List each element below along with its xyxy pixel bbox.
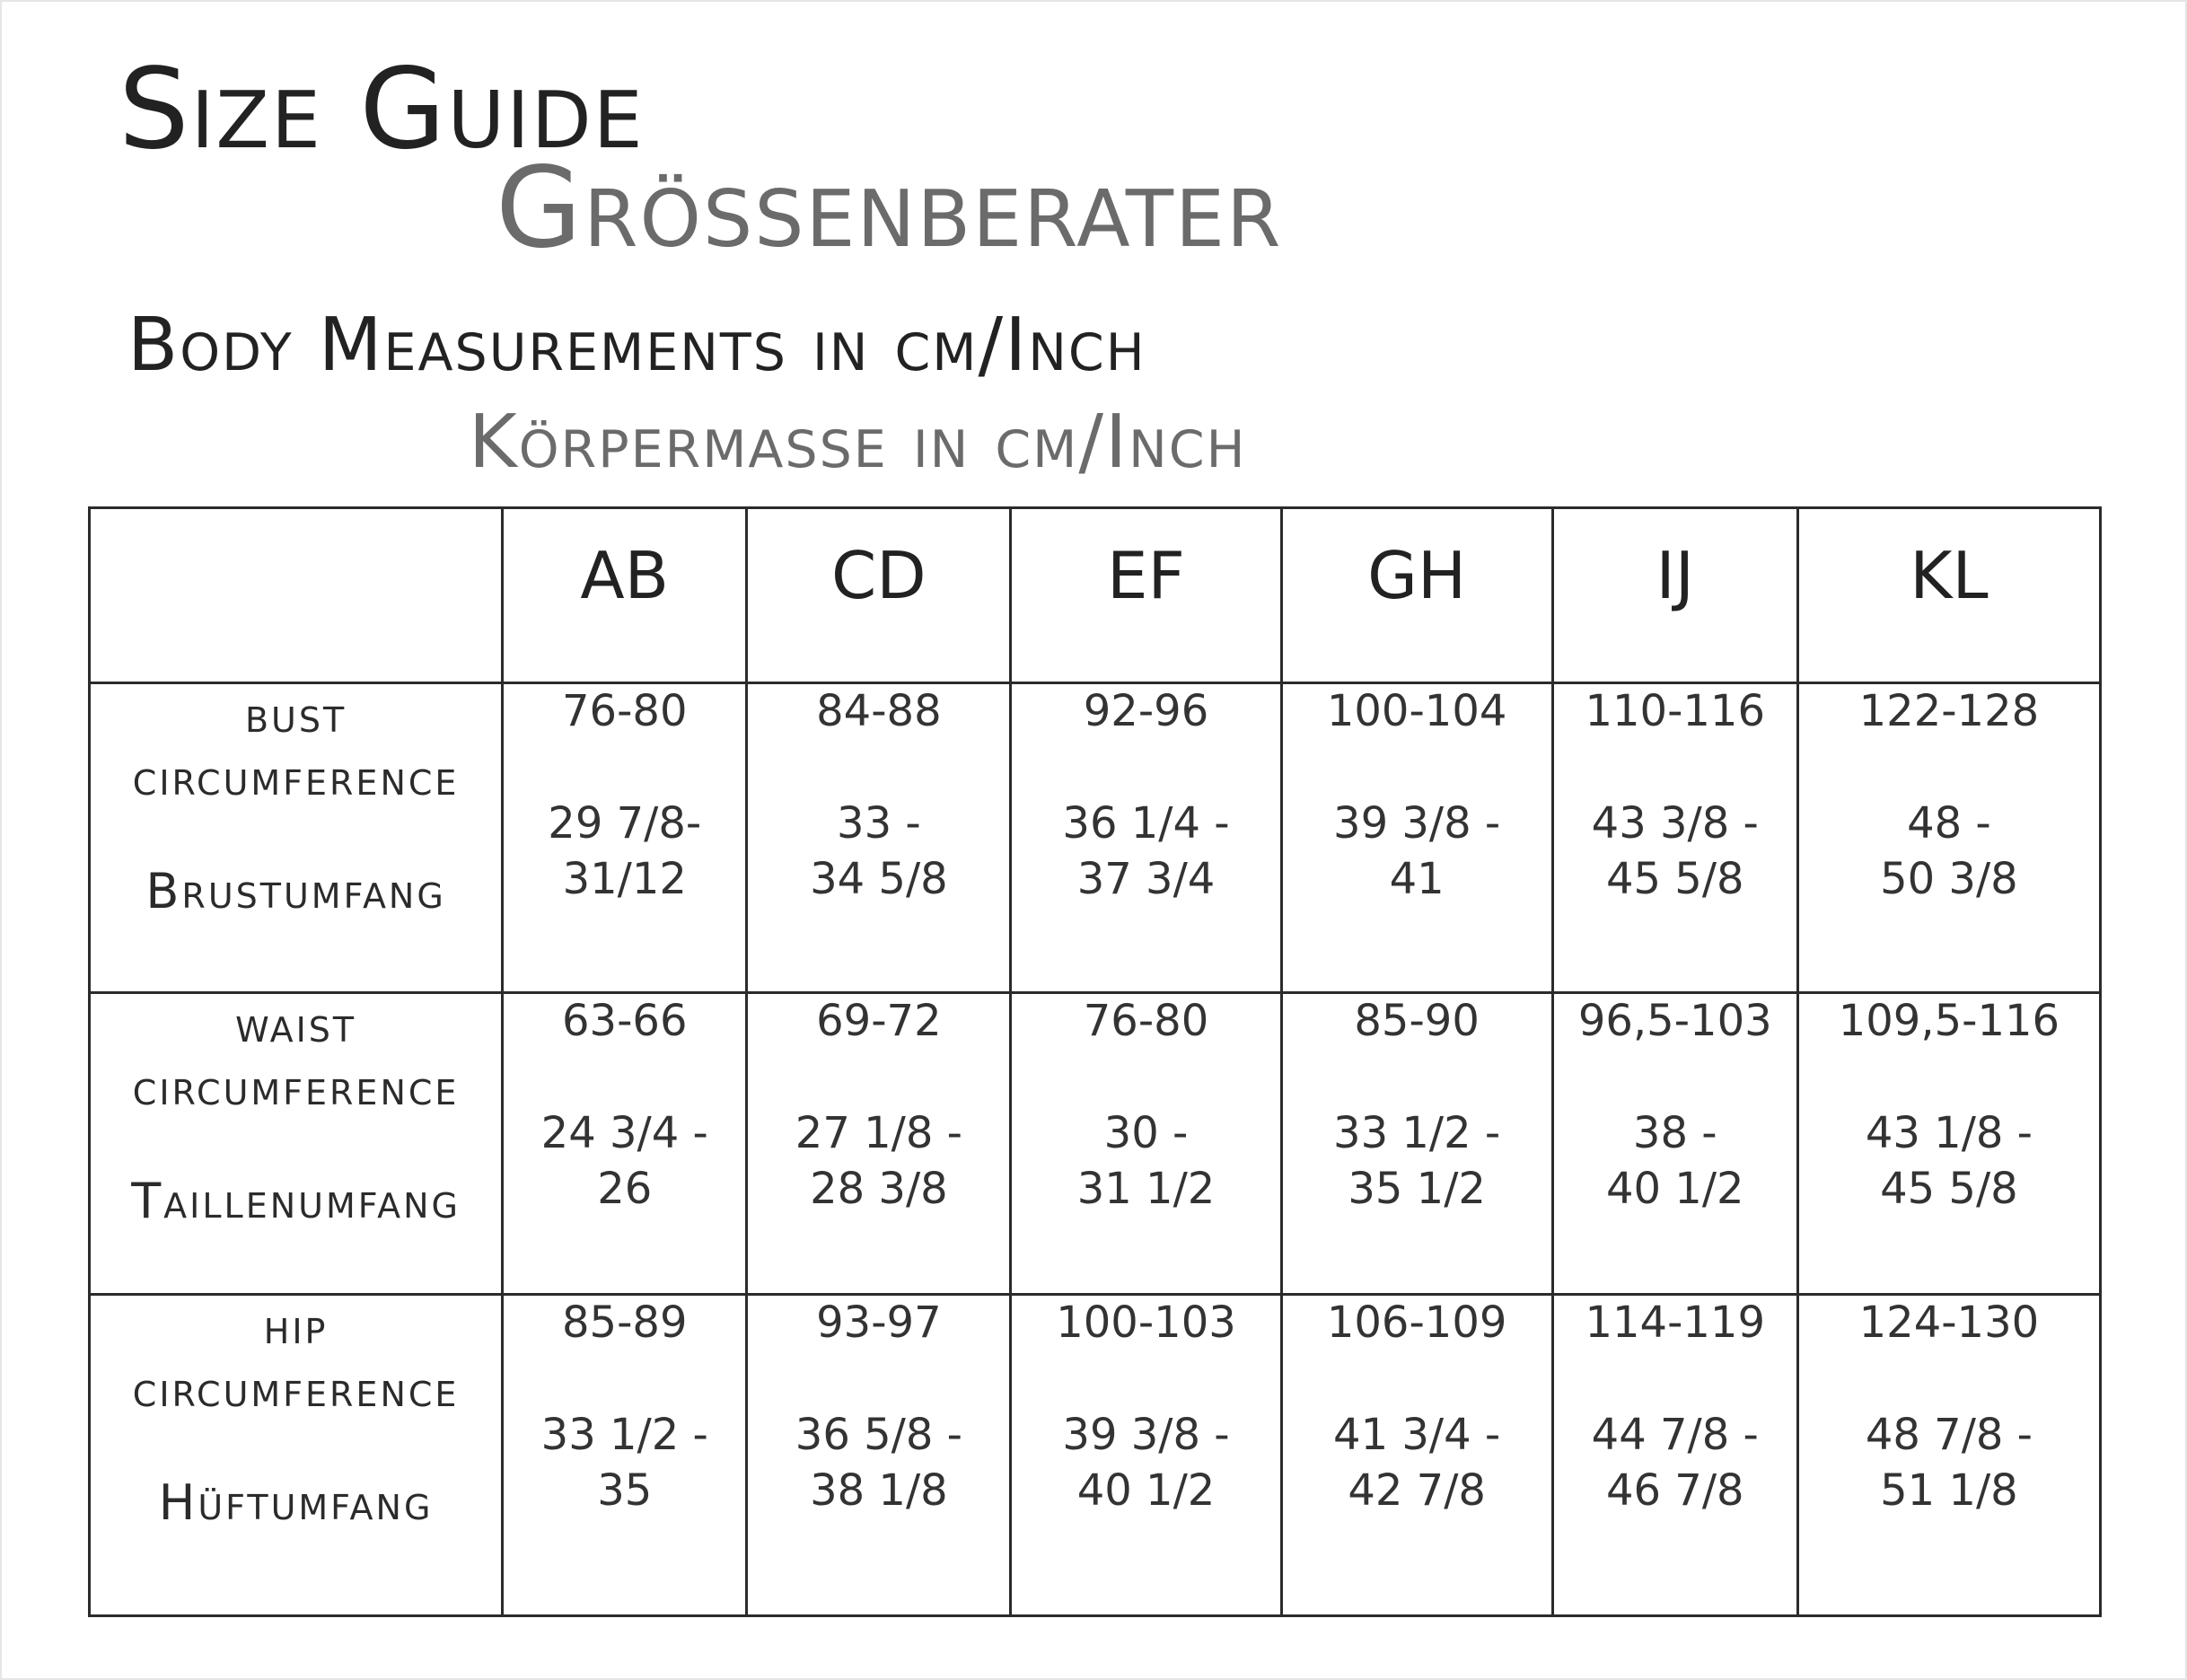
label-en-line1: waist bbox=[235, 997, 357, 1053]
inch-value: 38 - 40 1/2 bbox=[1605, 1108, 1744, 1214]
cm-value: 110-116 bbox=[1585, 686, 1766, 736]
inch-value: 36 1/4 - 37 3/4 bbox=[1062, 798, 1230, 904]
cm-value: 122-128 bbox=[1858, 686, 2040, 736]
value-cell bbox=[1281, 993, 1552, 1295]
inch-value: 43 1/8 - 45 5/8 bbox=[1865, 1108, 2033, 1214]
value-cell bbox=[503, 1295, 747, 1616]
section-subtitle-de: Körpermasse in cm/Inch bbox=[469, 400, 1247, 485]
label-en-line1: bust bbox=[244, 687, 347, 743]
table-row-bust bbox=[90, 683, 2101, 993]
header-empty-cell bbox=[90, 508, 503, 683]
section-subtitle-en: Body Measurements in cm/Inch bbox=[127, 303, 1146, 388]
inch-value: 29 7/8- 31/12 bbox=[548, 798, 702, 904]
value-cell bbox=[747, 1295, 1011, 1616]
inch-value: 44 7/8 - 46 7/8 bbox=[1591, 1410, 1759, 1516]
label-de: Brustumfang bbox=[145, 863, 446, 919]
value-cell bbox=[1552, 1295, 1797, 1616]
inch-value: 41 3/4 - 42 7/8 bbox=[1333, 1410, 1501, 1516]
value-cell bbox=[1281, 1295, 1552, 1616]
cm-value: 69-72 bbox=[816, 996, 942, 1046]
value-cell bbox=[1797, 1295, 2100, 1616]
label-en-line2: circumference bbox=[132, 1361, 460, 1418]
cm-value: 100-104 bbox=[1326, 686, 1507, 736]
value-cell bbox=[1552, 683, 1797, 993]
inch-value: 43 3/8 - 45 5/8 bbox=[1591, 798, 1759, 904]
header-size-ab: AB bbox=[503, 508, 747, 683]
cm-value: 93-97 bbox=[816, 1297, 942, 1348]
row-label-hip bbox=[90, 1295, 503, 1616]
inch-value: 39 3/8 - 41 bbox=[1333, 798, 1501, 904]
cm-value: 85-89 bbox=[562, 1297, 688, 1348]
inch-value: 48 - 50 3/8 bbox=[1880, 798, 2018, 904]
value-cell bbox=[1797, 683, 2100, 993]
label-de: Hüftumfang bbox=[158, 1474, 434, 1531]
cm-value: 92-96 bbox=[1083, 686, 1209, 736]
header-size-gh: GH bbox=[1281, 508, 1552, 683]
cm-value: 84-88 bbox=[816, 686, 942, 736]
cm-value: 76-80 bbox=[1083, 996, 1209, 1046]
row-label-waist bbox=[90, 993, 503, 1295]
inch-value: 33 1/2 - 35 bbox=[540, 1410, 708, 1516]
table-row-waist bbox=[90, 993, 2101, 1295]
value-cell bbox=[503, 683, 747, 993]
label-en-line1: hip bbox=[263, 1298, 329, 1355]
value-cell bbox=[747, 993, 1011, 1295]
value-cell bbox=[1011, 683, 1281, 993]
inch-value: 30 - 31 1/2 bbox=[1076, 1108, 1216, 1214]
inch-value: 36 5/8 - 38 1/8 bbox=[795, 1410, 962, 1516]
cm-value: 85-90 bbox=[1354, 996, 1480, 1046]
table-row-hip bbox=[90, 1295, 2101, 1616]
label-en-line2: circumference bbox=[132, 750, 460, 806]
header-size-cd: CD bbox=[747, 508, 1011, 683]
value-cell bbox=[1797, 993, 2100, 1295]
value-cell bbox=[1281, 683, 1552, 993]
cm-value: 124-130 bbox=[1858, 1297, 2040, 1348]
page-title-en: Size Guide bbox=[119, 45, 645, 174]
inch-value: 39 3/8 - 40 1/2 bbox=[1062, 1410, 1230, 1516]
table-header-row bbox=[90, 508, 2101, 683]
label-en-line2: circumference bbox=[132, 1060, 460, 1116]
value-cell bbox=[747, 683, 1011, 993]
cm-value: 106-109 bbox=[1326, 1297, 1507, 1348]
cm-value: 109,5-116 bbox=[1838, 996, 2060, 1046]
value-cell bbox=[503, 993, 747, 1295]
cm-value: 76-80 bbox=[562, 686, 688, 736]
header-size-kl: KL bbox=[1797, 508, 2100, 683]
cm-value: 63-66 bbox=[562, 996, 688, 1046]
row-label-bust bbox=[90, 683, 503, 993]
inch-value: 24 3/4 - 26 bbox=[540, 1108, 708, 1214]
header-size-ef: EF bbox=[1011, 508, 1281, 683]
inch-value: 27 1/8 - 28 3/8 bbox=[795, 1108, 962, 1214]
header-size-ij: IJ bbox=[1552, 508, 1797, 683]
label-de: Taillenumfang bbox=[131, 1173, 461, 1229]
cm-value: 114-119 bbox=[1585, 1297, 1766, 1348]
inch-value: 48 7/8 - 51 1/8 bbox=[1865, 1410, 2033, 1516]
inch-value: 33 - 34 5/8 bbox=[810, 798, 948, 904]
cm-value: 100-103 bbox=[1056, 1297, 1236, 1348]
size-table bbox=[88, 506, 2102, 1617]
value-cell bbox=[1011, 1295, 1281, 1616]
inch-value: 33 1/2 - 35 1/2 bbox=[1333, 1108, 1501, 1214]
page-title-de: Grössenberater bbox=[496, 144, 1283, 273]
value-cell bbox=[1552, 993, 1797, 1295]
cm-value: 96,5-103 bbox=[1577, 996, 1772, 1046]
value-cell bbox=[1011, 993, 1281, 1295]
